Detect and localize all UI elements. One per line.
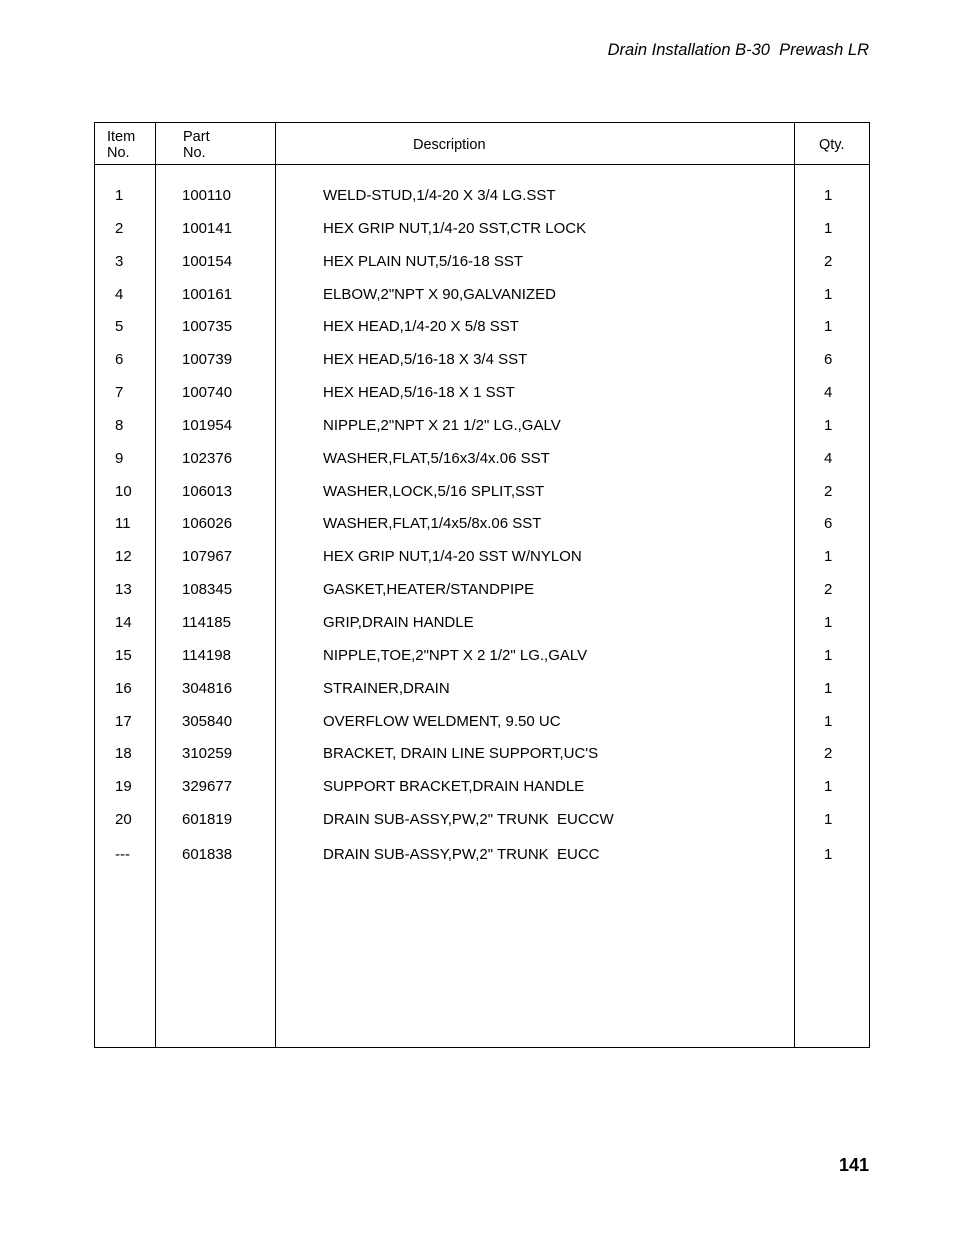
item-no-cell: 4 [115, 285, 124, 303]
qty-cell: 2 [824, 745, 833, 763]
description-cell: SUPPORT BRACKET,DRAIN HANDLE [323, 778, 585, 796]
part-no-cell: 100141 [182, 219, 233, 237]
description-cell: HEX HEAD,1/4-20 X 5/8 SST [323, 318, 519, 336]
qty-cell: 1 [824, 845, 833, 863]
header-divider [95, 164, 869, 165]
description-cell: OVERFLOW WELDMENT, 9.50 UC [323, 712, 561, 730]
qty-cell: 1 [824, 613, 833, 631]
part-no-cell: 329677 [182, 778, 233, 796]
table-row [95, 811, 869, 844]
part-no-cell: 101954 [182, 416, 233, 434]
item-no-cell: 3 [115, 252, 124, 270]
column-header-part-line2: No. [183, 145, 206, 161]
item-no-cell: 15 [115, 646, 132, 664]
qty-cell: 1 [824, 219, 833, 237]
page-header-title: Drain Installation B-30 Prewash LR [607, 41, 869, 59]
item-no-cell: 20 [115, 811, 132, 829]
part-no-cell: 102376 [182, 449, 233, 467]
description-cell: STRAINER,DRAIN [323, 679, 450, 697]
table-row [95, 187, 869, 220]
part-no-cell: 107967 [182, 548, 233, 566]
table-row [95, 846, 869, 879]
part-no-cell: 100161 [182, 285, 233, 303]
qty-cell: 2 [824, 581, 833, 599]
description-cell: HEX PLAIN NUT,5/16-18 SST [323, 252, 524, 270]
qty-cell: 6 [824, 515, 833, 533]
column-header-description: Description [413, 137, 486, 153]
part-no-cell: 100154 [182, 252, 233, 270]
table-row [95, 417, 869, 450]
item-no-cell: 19 [115, 778, 132, 796]
parts-table [94, 122, 870, 1048]
column-header-part-no [183, 129, 210, 161]
item-no-cell: 8 [115, 416, 124, 434]
part-no-cell: 304816 [182, 679, 233, 697]
qty-cell: 1 [824, 712, 833, 730]
table-row [95, 384, 869, 417]
description-cell: HEX GRIP NUT,1/4-20 SST,CTR LOCK [323, 219, 587, 237]
description-cell: ELBOW,2"NPT X 90,GALVANIZED [323, 285, 556, 303]
table-row [95, 318, 869, 351]
qty-cell: 1 [824, 679, 833, 697]
item-no-cell: 12 [115, 548, 132, 566]
item-no-cell: 5 [115, 318, 124, 336]
qty-cell: 2 [824, 252, 833, 270]
column-header-part-line1: Part [183, 129, 210, 145]
item-no-cell: 18 [115, 745, 132, 763]
qty-cell: 1 [824, 548, 833, 566]
qty-cell: 1 [824, 646, 833, 664]
item-no-cell: 2 [115, 219, 124, 237]
item-no-cell: --- [115, 845, 130, 863]
part-no-cell: 100739 [182, 351, 233, 369]
description-cell: GRIP,DRAIN HANDLE [323, 613, 474, 631]
part-no-cell: 100740 [182, 384, 233, 402]
table-row [95, 351, 869, 384]
item-no-cell: 16 [115, 679, 132, 697]
table-row [95, 483, 869, 516]
item-no-cell: 11 [115, 515, 131, 533]
column-header-item-no [107, 129, 135, 161]
qty-cell: 1 [824, 318, 833, 336]
part-no-cell: 601819 [182, 811, 233, 829]
table-row [95, 647, 869, 680]
part-no-cell: 108345 [182, 581, 233, 599]
table-row [95, 450, 869, 483]
item-no-cell: 6 [115, 351, 124, 369]
description-cell: WASHER,FLAT,5/16x3/4x.06 SST [323, 449, 550, 467]
part-no-cell: 100110 [182, 187, 231, 204]
part-no-cell: 106026 [182, 515, 233, 533]
description-cell: GASKET,HEATER/STANDPIPE [323, 581, 535, 599]
table-row [95, 548, 869, 581]
table-row [95, 778, 869, 811]
column-header-item-line1: Item [107, 129, 136, 145]
item-no-cell: 10 [115, 482, 132, 500]
part-no-cell: 100735 [182, 318, 233, 336]
table-row [95, 253, 869, 286]
description-cell: HEX GRIP NUT,1/4-20 SST W/NYLON [323, 548, 582, 566]
description-cell: WASHER,FLAT,1/4x5/8x.06 SST [323, 515, 542, 533]
page-number: 141 [838, 1155, 869, 1175]
table-row [95, 220, 869, 253]
qty-cell: 4 [824, 384, 833, 402]
description-cell: WELD-STUD,1/4-20 X 3/4 LG.SST [323, 187, 556, 204]
qty-cell: 4 [824, 449, 833, 467]
description-cell: DRAIN SUB-ASSY,PW,2" TRUNK EUCC [323, 845, 600, 863]
table-row [95, 614, 869, 647]
qty-cell: 2 [824, 482, 833, 500]
part-no-cell: 114185 [182, 613, 231, 631]
item-no-cell: 1 [115, 187, 124, 204]
part-no-cell: 106013 [182, 482, 233, 500]
table-row [95, 713, 869, 746]
part-no-cell: 310259 [182, 745, 233, 763]
table-row [95, 680, 869, 713]
parts-list [95, 187, 869, 879]
item-no-cell: 7 [115, 384, 124, 402]
description-cell: NIPPLE,2"NPT X 21 1/2" LG.,GALV [323, 416, 561, 434]
qty-cell: 1 [824, 187, 833, 204]
column-header-qty: Qty. [819, 137, 845, 153]
description-cell: WASHER,LOCK,5/16 SPLIT,SST [323, 482, 545, 500]
table-row [95, 745, 869, 778]
item-no-cell: 17 [115, 712, 132, 730]
qty-cell: 1 [824, 416, 833, 434]
description-cell: NIPPLE,TOE,2"NPT X 2 1/2" LG.,GALV [323, 646, 588, 664]
column-header-item-line2: No. [107, 145, 130, 161]
qty-cell: 1 [824, 811, 833, 829]
item-no-cell: 13 [115, 581, 132, 599]
item-no-cell: 9 [115, 449, 124, 467]
qty-cell: 6 [824, 351, 833, 369]
table-row [95, 515, 869, 548]
description-cell: HEX HEAD,5/16-18 X 3/4 SST [323, 351, 528, 369]
qty-cell: 1 [824, 778, 833, 796]
description-cell: BRACKET, DRAIN LINE SUPPORT,UC'S [323, 745, 599, 763]
part-no-cell: 601838 [182, 845, 233, 863]
part-no-cell: 114198 [182, 646, 231, 664]
table-row [95, 286, 869, 319]
qty-cell: 1 [824, 285, 833, 303]
item-no-cell: 14 [115, 613, 132, 631]
description-cell: HEX HEAD,5/16-18 X 1 SST [323, 384, 515, 402]
table-row [95, 581, 869, 614]
part-no-cell: 305840 [182, 712, 233, 730]
description-cell: DRAIN SUB-ASSY,PW,2" TRUNK EUCCW [323, 811, 614, 829]
